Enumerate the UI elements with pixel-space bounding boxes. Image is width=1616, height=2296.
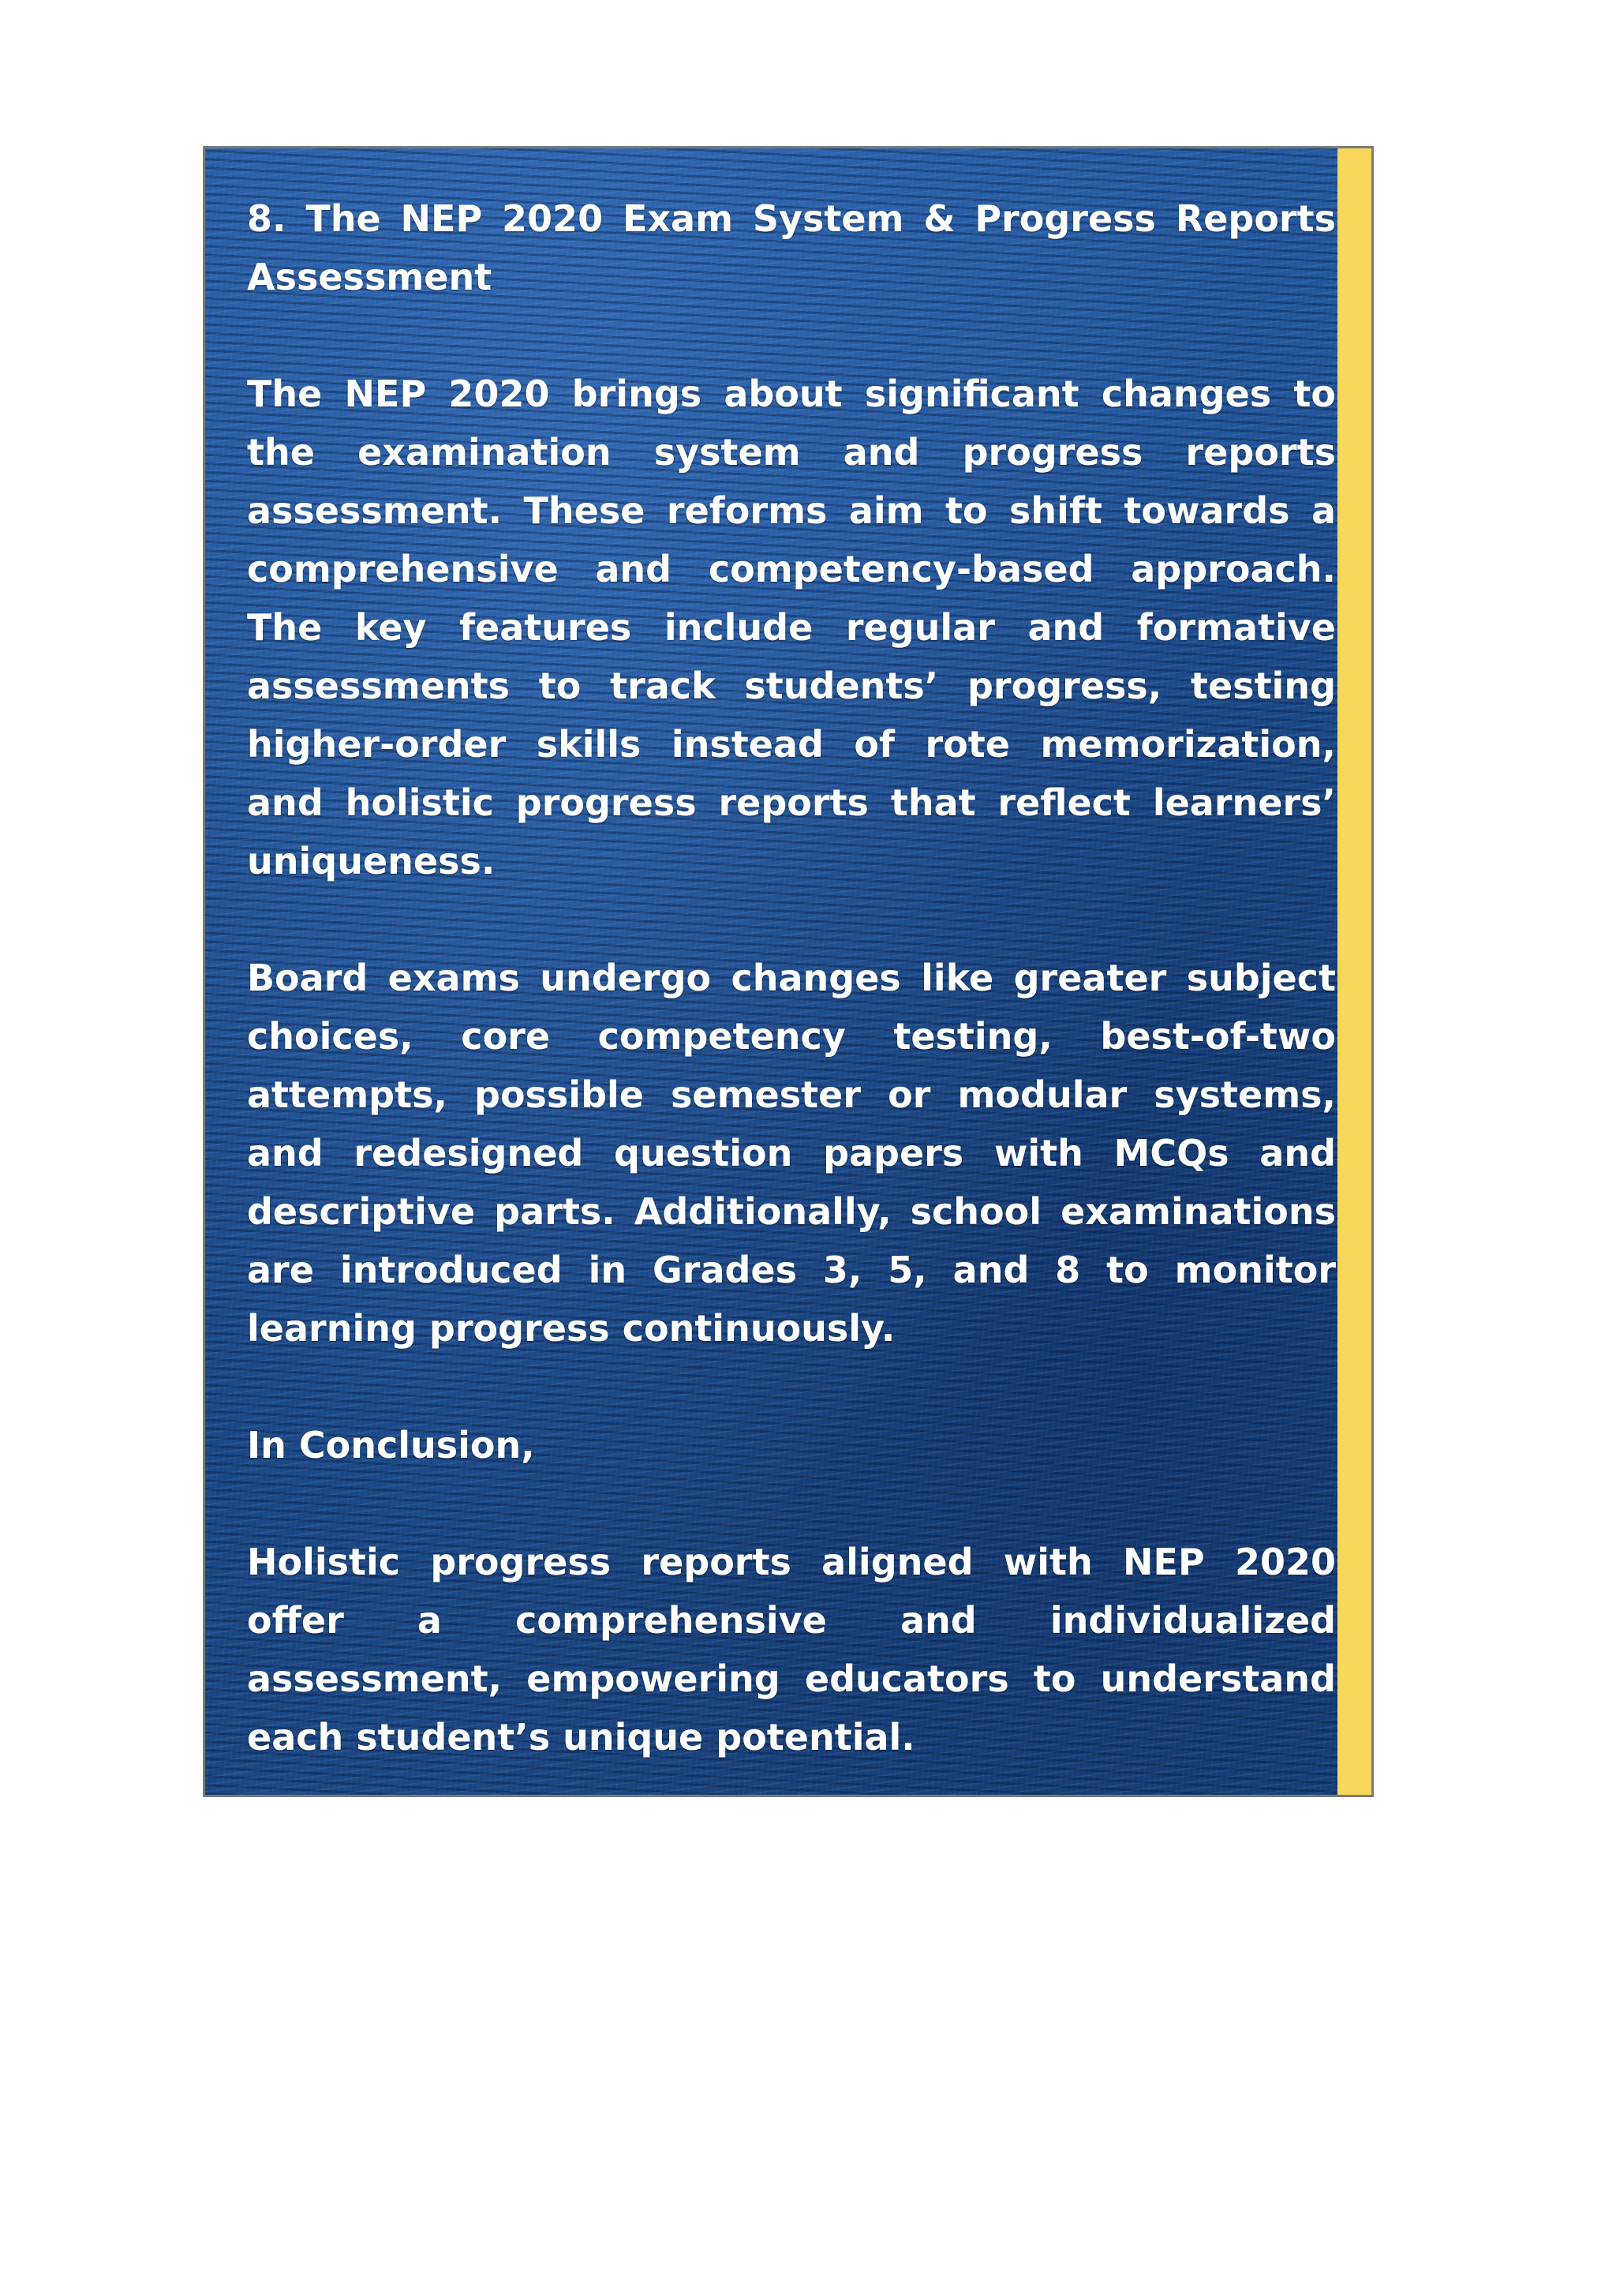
panel-text: [247, 189, 1336, 1766]
accent-bar: [1337, 148, 1371, 1795]
paragraph-intro: The NEP 2020 brings about significant changes to the examination system and progress reports assessment. These reforms aim to shift towards a comprehensive and competency-based approach. The key features include regular and formative assessments to track students’ progress, testing higher-order skills instead of rote memorization, and holistic progress reports that reflect learners’ uniqueness.: [247, 373, 1336, 882]
paragraph-conclusion: Holistic progress reports aligned with NEP 2020 offer a comprehensive and individualized assessment, empowering educators to understand each student’s unique potential.: [247, 1541, 1336, 1759]
paragraph-board-exams: Board exams undergo changes like greater subject choices, core competency testing, best-of-two attempts, possible semester or modular systems, and redesigned question papers with MCQs and descriptive parts. Additionally, school examinations are introduced in Grades 3, 5, and 8 to monitor learning progress continuously.: [247, 957, 1336, 1350]
paragraph-conclusion-label: In Conclusion,: [247, 1424, 535, 1466]
section-heading: 8. The NEP 2020 Exam System & Progress Reports Assessment: [247, 197, 1336, 298]
content-panel: [203, 146, 1374, 1797]
